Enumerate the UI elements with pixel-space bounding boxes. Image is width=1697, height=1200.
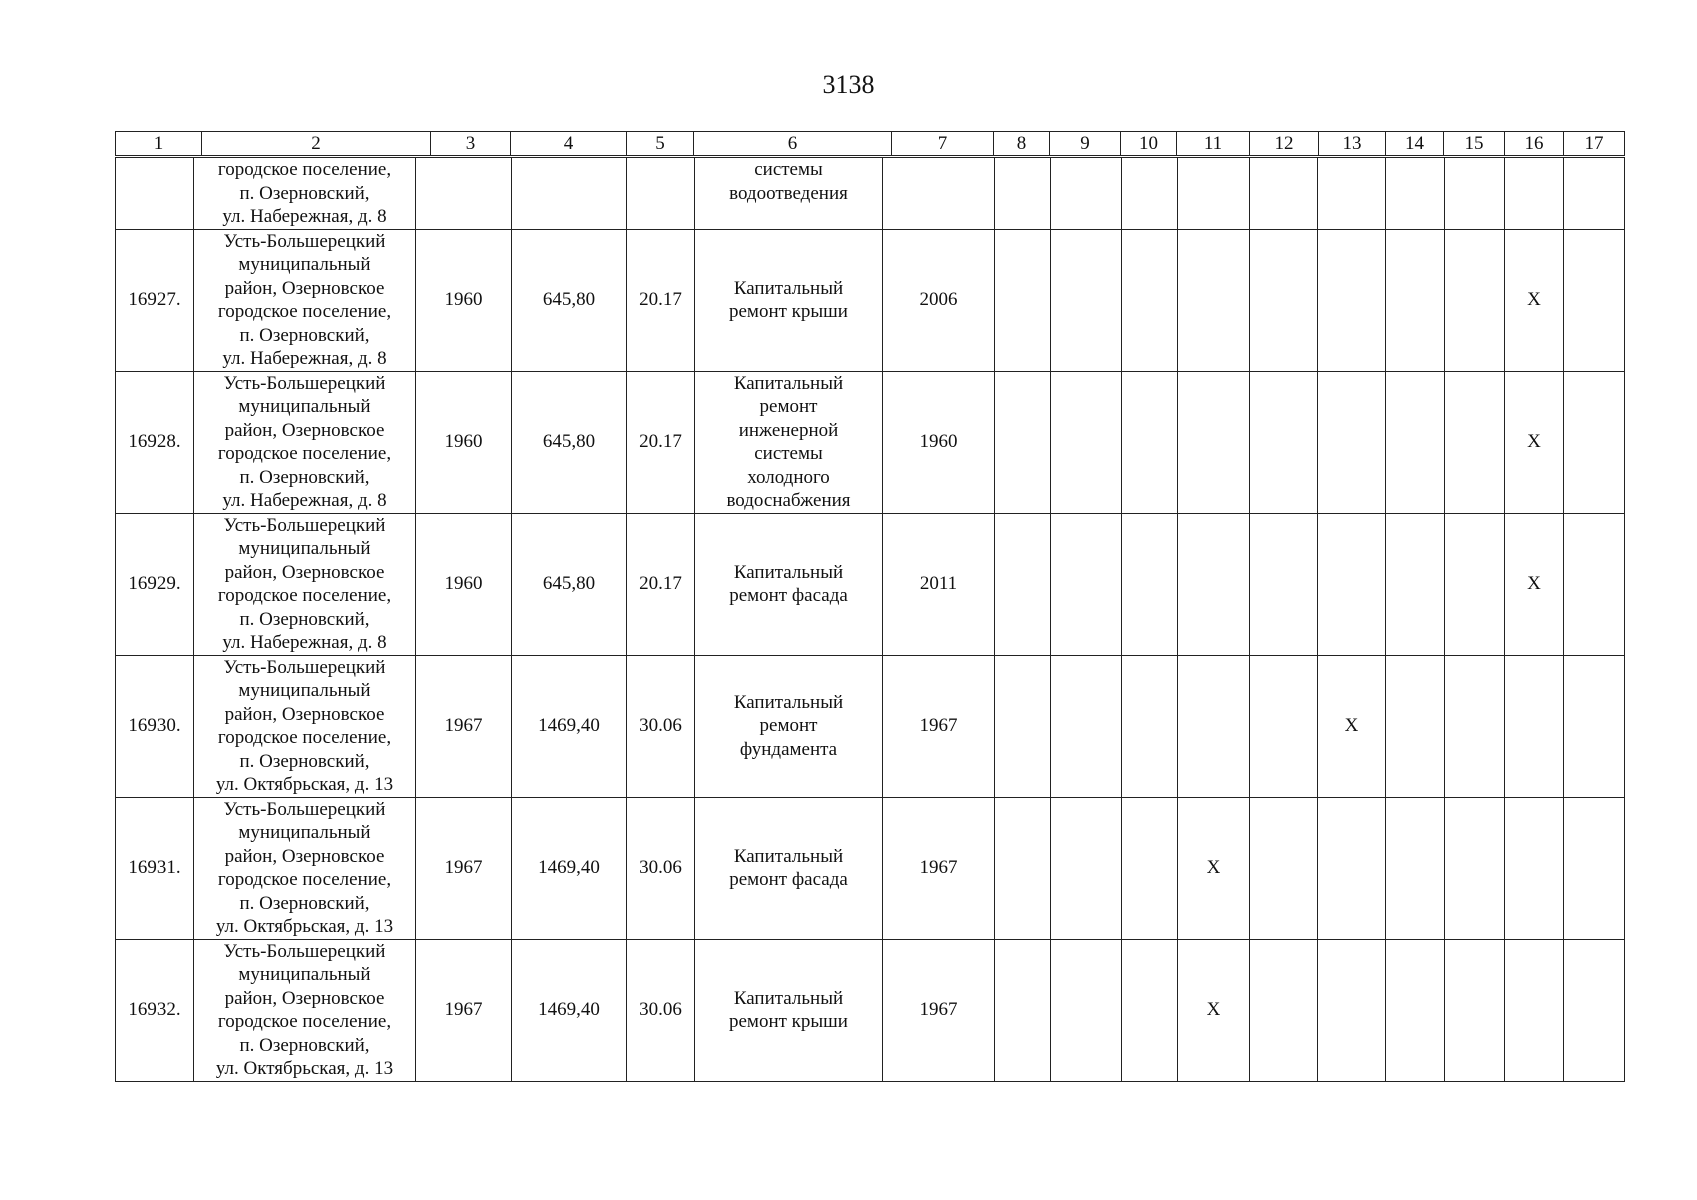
- build-year: 1967: [416, 797, 512, 939]
- cell-line: район, Озерновское: [224, 419, 385, 441]
- mark-cell-12: [1250, 797, 1318, 939]
- code-value: 20.17: [627, 229, 695, 371]
- cell-line: Капитальный: [733, 691, 844, 713]
- cell-line: ремонт: [759, 715, 818, 737]
- mark-cell-15: [1445, 797, 1505, 939]
- mark-cell-9: [1051, 797, 1122, 939]
- mark-cell-16: X: [1505, 513, 1564, 655]
- cell-line: городское поселение,: [217, 727, 392, 748]
- mark-cell-10: [1122, 371, 1178, 513]
- cell-line: п. Озерновский,: [239, 466, 370, 488]
- mark-cell-13: [1318, 229, 1386, 371]
- code-value: 30.06: [627, 939, 695, 1081]
- mark-cell-15: [1445, 158, 1505, 230]
- mark-cell-14: [1386, 797, 1445, 939]
- work-description: [695, 939, 883, 1081]
- row-number: 16930.: [116, 655, 194, 797]
- code-value: 30.06: [627, 797, 695, 939]
- cell-line: Капитальный: [733, 845, 844, 867]
- table-row: [116, 797, 1625, 939]
- header-row: [116, 132, 1625, 156]
- cell-line: фундамента: [739, 738, 838, 760]
- cell-line: городское поселение,: [217, 159, 392, 180]
- header-cell-15: 15: [1444, 132, 1505, 156]
- cell-line: системы: [754, 443, 823, 464]
- header-cell-8: 8: [994, 132, 1050, 156]
- code-value: 20.17: [627, 513, 695, 655]
- mark-cell-9: [1051, 939, 1122, 1081]
- cell-line: ремонт фасада: [729, 869, 848, 890]
- mark-cell-9: [1051, 371, 1122, 513]
- cell-line: Капитальный: [733, 372, 844, 394]
- cell-line: Усть-Большерецкий: [223, 230, 386, 252]
- mark-cell-14: [1386, 655, 1445, 797]
- mark-cell-8: [995, 655, 1051, 797]
- mark-cell-11: [1178, 655, 1250, 797]
- mark-cell-10: [1122, 655, 1178, 797]
- area-value: 645,80: [512, 513, 627, 655]
- cell-line: район, Озерновское: [224, 277, 385, 299]
- area-value: [512, 158, 627, 230]
- cell-line: п. Озерновский,: [239, 1034, 370, 1056]
- area-value: 645,80: [512, 229, 627, 371]
- work-year: 1967: [883, 939, 995, 1081]
- header-cell-17: 17: [1564, 132, 1625, 156]
- mark-cell-16: X: [1505, 371, 1564, 513]
- address-cell: [194, 371, 416, 513]
- work-year: [883, 158, 995, 230]
- row-number: 16931.: [116, 797, 194, 939]
- mark-cell-15: [1445, 371, 1505, 513]
- cell-line: Капитальный: [733, 277, 844, 299]
- mark-cell-15: [1445, 513, 1505, 655]
- page-number: 3138: [822, 70, 875, 99]
- cell-line: муниципальный: [238, 254, 371, 275]
- mark-cell-11: [1178, 371, 1250, 513]
- area-value: 1469,40: [512, 797, 627, 939]
- cell-line: муниципальный: [238, 822, 371, 843]
- mark-cell-10: [1122, 229, 1178, 371]
- build-year: 1960: [416, 371, 512, 513]
- address-cell: [194, 939, 416, 1081]
- cell-line: Усть-Большерецкий: [223, 372, 386, 394]
- header-cell-3: 3: [431, 132, 511, 156]
- row-number: 16929.: [116, 513, 194, 655]
- mark-cell-12: [1250, 655, 1318, 797]
- mark-cell-9: [1051, 655, 1122, 797]
- mark-cell-11: X: [1178, 939, 1250, 1081]
- cell-line: водоотведения: [729, 182, 848, 204]
- cell-line: Усть-Большерецкий: [223, 656, 386, 678]
- cell-line: п. Озерновский,: [239, 750, 370, 772]
- mark-cell-11: [1178, 513, 1250, 655]
- cell-line: Усть-Большерецкий: [223, 940, 386, 962]
- cell-line: район, Озерновское: [224, 561, 385, 583]
- cell-line: п. Озерновский,: [239, 892, 370, 914]
- cell-line: холодного: [747, 466, 830, 488]
- build-year: 1960: [416, 513, 512, 655]
- work-year: 2006: [883, 229, 995, 371]
- data-table: [115, 157, 1625, 1082]
- cell-line: п. Озерновский,: [239, 324, 370, 346]
- cell-line: ремонт крыши: [729, 1011, 848, 1032]
- row-number: 16927.: [116, 229, 194, 371]
- code-value: [627, 158, 695, 230]
- mark-cell-13: X: [1318, 655, 1386, 797]
- mark-cell-14: [1386, 229, 1445, 371]
- mark-cell-11: [1178, 158, 1250, 230]
- mark-cell-13: [1318, 797, 1386, 939]
- mark-cell-16: [1505, 939, 1564, 1081]
- mark-cell-14: [1386, 513, 1445, 655]
- code-value: 30.06: [627, 655, 695, 797]
- cell-line: ремонт крыши: [729, 301, 848, 322]
- header-cell-2: 2: [202, 132, 431, 156]
- work-year: 2011: [883, 513, 995, 655]
- code-value: 20.17: [627, 371, 695, 513]
- build-year: 1967: [416, 655, 512, 797]
- cell-line: ул. Набережная, д. 8: [222, 490, 387, 511]
- cell-line: район, Озерновское: [224, 845, 385, 867]
- cell-line: ремонт фасада: [729, 585, 848, 606]
- mark-cell-16: [1505, 655, 1564, 797]
- build-year: [416, 158, 512, 230]
- cell-line: Усть-Большерецкий: [223, 514, 386, 536]
- header-cell-9: 9: [1050, 132, 1121, 156]
- header-cell-4: 4: [511, 132, 627, 156]
- mark-cell-16: [1505, 158, 1564, 230]
- table-row: [116, 655, 1625, 797]
- mark-cell-8: [995, 939, 1051, 1081]
- mark-cell-10: [1122, 797, 1178, 939]
- mark-cell-17: [1564, 513, 1625, 655]
- address-cell: [194, 158, 416, 230]
- cell-line: Капитальный: [733, 987, 844, 1009]
- address-cell: [194, 655, 416, 797]
- mark-cell-17: [1564, 229, 1625, 371]
- header-cell-11: 11: [1177, 132, 1250, 156]
- mark-cell-12: [1250, 939, 1318, 1081]
- mark-cell-16: [1505, 797, 1564, 939]
- mark-cell-10: [1122, 939, 1178, 1081]
- cell-line: ул. Октябрьская, д. 13: [215, 1058, 394, 1079]
- mark-cell-17: [1564, 655, 1625, 797]
- cell-line: системы: [754, 159, 823, 180]
- cell-line: ул. Октябрьская, д. 13: [215, 774, 394, 795]
- mark-cell-17: [1564, 939, 1625, 1081]
- cell-line: Капитальный: [733, 561, 844, 583]
- cell-line: муниципальный: [238, 538, 371, 559]
- header-cell-12: 12: [1250, 132, 1319, 156]
- cell-line: муниципальный: [238, 680, 371, 701]
- work-description: [695, 655, 883, 797]
- row-number: 16932.: [116, 939, 194, 1081]
- mark-cell-9: [1051, 229, 1122, 371]
- mark-cell-12: [1250, 229, 1318, 371]
- mark-cell-16: X: [1505, 229, 1564, 371]
- cell-line: городское поселение,: [217, 301, 392, 322]
- header-cell-7: 7: [892, 132, 994, 156]
- cell-line: ул. Октябрьская, д. 13: [215, 916, 394, 937]
- mark-cell-15: [1445, 229, 1505, 371]
- work-description: [695, 158, 883, 230]
- mark-cell-12: [1250, 371, 1318, 513]
- area-value: 645,80: [512, 371, 627, 513]
- header-cell-5: 5: [627, 132, 694, 156]
- mark-cell-10: [1122, 158, 1178, 230]
- mark-cell-13: [1318, 939, 1386, 1081]
- table-row: [116, 513, 1625, 655]
- table-row: [116, 939, 1625, 1081]
- cell-line: ремонт: [759, 396, 818, 417]
- cell-line: район, Озерновское: [224, 987, 385, 1009]
- cell-line: муниципальный: [238, 396, 371, 417]
- area-value: 1469,40: [512, 939, 627, 1081]
- cell-line: ул. Набережная, д. 8: [222, 632, 387, 653]
- header-cell-13: 13: [1319, 132, 1386, 156]
- table-row: [116, 158, 1625, 230]
- address-cell: [194, 229, 416, 371]
- header-cell-10: 10: [1121, 132, 1177, 156]
- header-cell-6: 6: [694, 132, 892, 156]
- work-description: [695, 513, 883, 655]
- build-year: 1967: [416, 939, 512, 1081]
- mark-cell-11: X: [1178, 797, 1250, 939]
- mark-cell-12: [1250, 513, 1318, 655]
- work-year: 1960: [883, 371, 995, 513]
- mark-cell-13: [1318, 158, 1386, 230]
- cell-line: инженерной: [738, 419, 839, 441]
- mark-cell-17: [1564, 158, 1625, 230]
- work-description: [695, 229, 883, 371]
- address-cell: [194, 797, 416, 939]
- header-cell-14: 14: [1386, 132, 1444, 156]
- mark-cell-9: [1051, 513, 1122, 655]
- work-year: 1967: [883, 655, 995, 797]
- cell-line: городское поселение,: [217, 1011, 392, 1032]
- mark-cell-10: [1122, 513, 1178, 655]
- cell-line: район, Озерновское: [224, 703, 385, 725]
- mark-cell-12: [1250, 158, 1318, 230]
- cell-line: п. Озерновский,: [239, 608, 370, 630]
- mark-cell-8: [995, 229, 1051, 371]
- table-row: [116, 371, 1625, 513]
- header-cell-16: 16: [1505, 132, 1564, 156]
- mark-cell-14: [1386, 158, 1445, 230]
- address-cell: [194, 513, 416, 655]
- cell-line: п. Озерновский,: [239, 182, 370, 204]
- mark-cell-8: [995, 371, 1051, 513]
- cell-line: городское поселение,: [217, 585, 392, 606]
- area-value: 1469,40: [512, 655, 627, 797]
- mark-cell-13: [1318, 513, 1386, 655]
- mark-cell-8: [995, 158, 1051, 230]
- build-year: 1960: [416, 229, 512, 371]
- mark-cell-13: [1318, 371, 1386, 513]
- cell-line: ул. Набережная, д. 8: [222, 206, 387, 227]
- cell-line: городское поселение,: [217, 443, 392, 464]
- mark-cell-17: [1564, 797, 1625, 939]
- mark-cell-15: [1445, 939, 1505, 1081]
- mark-cell-11: [1178, 229, 1250, 371]
- mark-cell-17: [1564, 371, 1625, 513]
- cell-line: муниципальный: [238, 964, 371, 985]
- row-number: [116, 158, 194, 230]
- table-row: [116, 229, 1625, 371]
- mark-cell-8: [995, 797, 1051, 939]
- work-description: [695, 797, 883, 939]
- work-description: [695, 371, 883, 513]
- mark-cell-15: [1445, 655, 1505, 797]
- mark-cell-8: [995, 513, 1051, 655]
- header-cell-1: 1: [116, 132, 202, 156]
- cell-line: ул. Набережная, д. 8: [222, 348, 387, 369]
- cell-line: Усть-Большерецкий: [223, 798, 386, 820]
- cell-line: водоснабжения: [726, 490, 851, 511]
- cell-line: городское поселение,: [217, 869, 392, 890]
- mark-cell-14: [1386, 371, 1445, 513]
- mark-cell-14: [1386, 939, 1445, 1081]
- mark-cell-9: [1051, 158, 1122, 230]
- row-number: 16928.: [116, 371, 194, 513]
- work-year: 1967: [883, 797, 995, 939]
- table-header: [115, 131, 1625, 156]
